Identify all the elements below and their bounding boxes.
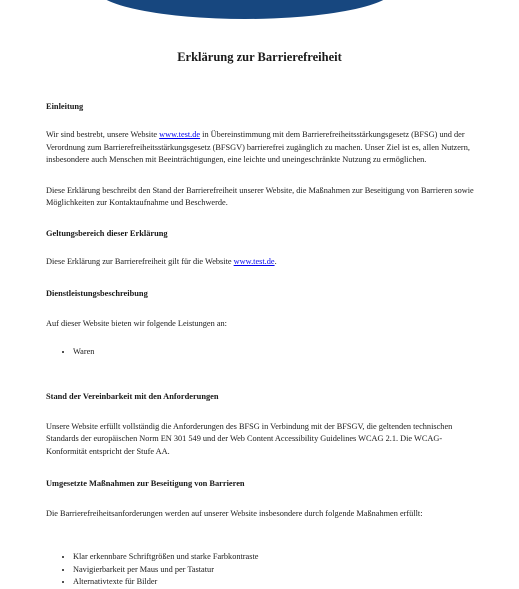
section-heading-measures: Umgesetzte Maßnahmen zur Beseitigung von Barrieren: [46, 479, 245, 489]
spacer: [46, 300, 476, 318]
scope-paragraph-text-after-link: .: [274, 256, 277, 266]
page-title: Erklärung zur Barrierefreiheit: [177, 50, 342, 64]
service-list: [46, 346, 476, 359]
spacer: [46, 359, 476, 391]
measures-list-item: • Navigierbarkeit per Maus und per Tastatur: [73, 564, 476, 577]
intro-website-link[interactable]: www.test.de: [159, 130, 201, 139]
spacer: [46, 113, 476, 129]
section-heading-service: Dienstleistungsbeschreibung: [46, 288, 148, 298]
spacer: [46, 210, 476, 228]
measures-paragraph: Die Barrierefreiheitsanforderungen werden auf unserer Website insbesondere durch folgende Maßnahmen erfüllt:: [46, 509, 423, 519]
section-heading-intro: Einleitung: [46, 102, 84, 111]
intro-paragraph-1-text-before-link: Wir sind bestrebt, unsere Website: [46, 130, 160, 139]
intro-paragraph-1-text-after-link: in Übereinstimmung mit dem Barrierefreiheitsstärkungsgesetz (BFSG) und der Verordnung zum Barrierefreiheitsstärkungsgesetz (BFSGV) barrierefrei zugänglich zu machen. Unser Ziel ist es, allen Nutzern, insbesondere auch Menschen mit Beeinträchtigungen, eine leichte und uneingeschränkte Nutzung zu ermöglichen.: [46, 130, 470, 165]
spacer: [46, 490, 476, 508]
intro-paragraph-2: Diese Erklärung beschreibt den Stand der Barrierefreiheit unserer Website, die Maßnahmen zur Beseitigung von Barrieren sowie Möglichkeiten zur Kontaktaufnahme und Beschwerde.: [46, 185, 474, 208]
service-paragraph: Auf dieser Website bieten wir folgende Leistungen an:: [46, 318, 227, 328]
section-heading-compliance: Stand der Vereinbarkeit mit den Anforderungen: [46, 391, 219, 401]
scope-paragraph-text-before-link: Diese Erklärung zur Barrierefreiheit gilt für die Website: [46, 256, 234, 266]
spacer: [46, 403, 476, 421]
spacer: [46, 330, 476, 346]
compliance-paragraph: Unsere Website erfüllt vollständig die Anforderungen des BFSG in Verbindung mit der BFSGV, die geltenden technischen Standards der europäischen Norm EN 301 549 und der Web Content Accessibility Guidelines WCAG 2.1. Die WCAG-Konformität entspricht der Stufe AA.: [46, 421, 453, 456]
spacer: [46, 240, 476, 256]
intro-paragraph-1: [46, 129, 476, 167]
spacer: [46, 167, 476, 185]
spacer: [46, 521, 476, 551]
section-heading-scope: Geltungsbereich dieser Erklärung: [46, 228, 168, 238]
scope-paragraph: [46, 256, 476, 269]
measures-list-item: • Klar erkennbare Schriftgrößen und starke Farbkontraste: [73, 551, 476, 564]
document-content: [46, 101, 476, 589]
spacer: [46, 458, 476, 478]
scope-website-link[interactable]: www.test.de: [233, 256, 275, 266]
spacer: [46, 269, 476, 288]
service-list-item: • Waren: [73, 346, 476, 359]
measures-list-item: • Alternativtexte für Bilder: [73, 576, 476, 589]
